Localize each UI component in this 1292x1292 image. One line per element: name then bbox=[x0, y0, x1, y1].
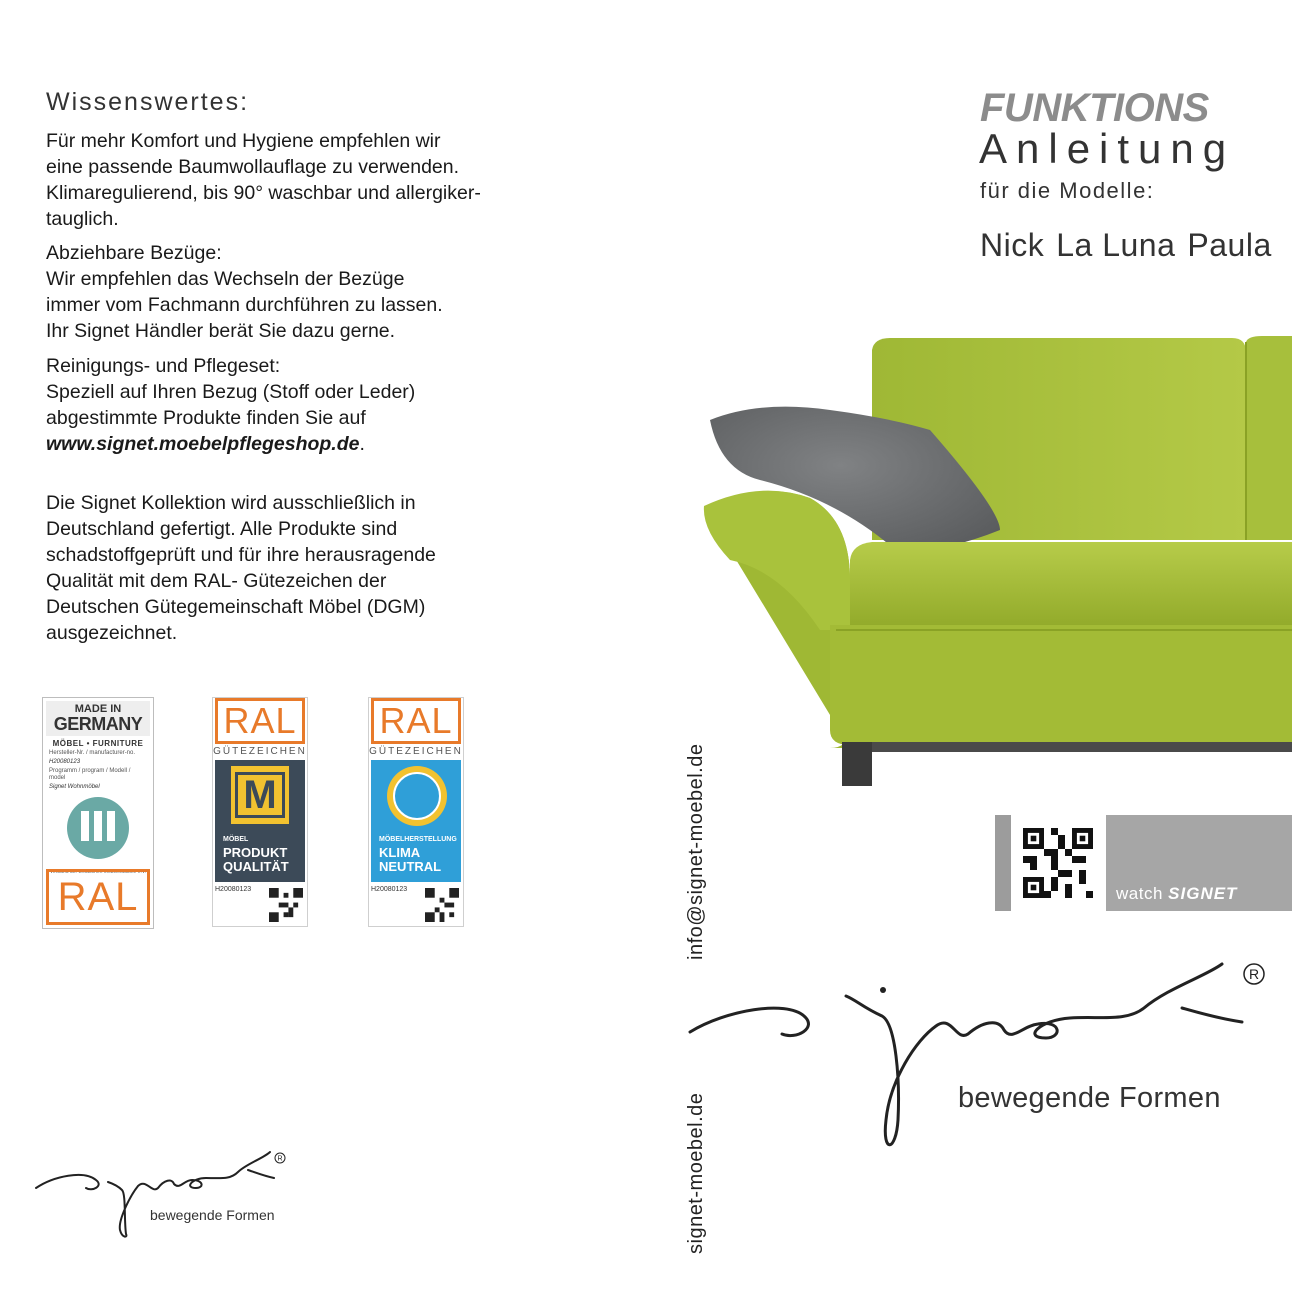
text-line: eine passende Baumwollauflage zu verwenden. bbox=[46, 156, 460, 178]
paragraph-covers bbox=[46, 240, 443, 344]
text-line: Speziell auf Ihren Bezug (Stoff oder Leder) bbox=[46, 381, 416, 403]
badge-code: H20080123 bbox=[371, 886, 408, 893]
text-line: Die Signet Kollektion wird ausschließlich in bbox=[46, 492, 416, 514]
text-line: Für mehr Komfort und Hygiene empfehlen wir bbox=[46, 130, 441, 152]
shop-link[interactable]: www.signet.moebelpflegeshop.de bbox=[46, 433, 360, 455]
text-line: Deutschland gefertigt. Alle Produkte sind bbox=[46, 518, 398, 540]
badge-text: MÖBELHERSTELLUNG bbox=[379, 836, 457, 843]
text-line bbox=[46, 431, 415, 457]
contact-email[interactable]: info@signet-moebel.de bbox=[685, 743, 707, 960]
signet-logo-small bbox=[34, 1150, 294, 1240]
furniture-seal-icon bbox=[67, 797, 129, 859]
badge-text: Hersteller-Nr. / manufacturer-no. bbox=[49, 750, 136, 756]
cover-title-funktions: FUNKTIONS bbox=[980, 86, 1209, 130]
video-qr-block[interactable] bbox=[995, 815, 1292, 911]
badge-text bbox=[49, 784, 147, 791]
text-line: ausgezeichnet. bbox=[46, 622, 178, 644]
badge-text: MADE IN bbox=[74, 703, 122, 715]
badge-header bbox=[46, 701, 150, 736]
m-logo-icon: M bbox=[231, 766, 289, 824]
badge-text: MÖBEL • FURNITURE bbox=[52, 739, 144, 748]
text-line: Deutschen Gütegemeinschaft Möbel (DGM) bbox=[46, 596, 426, 618]
text-line: Klimaregulierend, bis 90° waschbar und allergiker- bbox=[46, 182, 481, 204]
ral-moebel-badge bbox=[212, 697, 308, 927]
model-name: La Luna bbox=[1056, 227, 1176, 263]
text-line: Ihr Signet Händler berät Sie dazu gerne. bbox=[46, 320, 396, 342]
qr-code-icon bbox=[269, 888, 303, 922]
text-line: abgestimmte Produkte finden Sie auf bbox=[46, 407, 366, 429]
badge-text: GERMANY bbox=[53, 714, 143, 734]
cover-subtitle: für die Modelle: bbox=[980, 178, 1155, 203]
model-name: Nick bbox=[980, 227, 1045, 263]
badge-title: PRODUKT QUALITÄT bbox=[223, 845, 289, 874]
badge-company: Signet Wohnmöbel bbox=[49, 784, 100, 790]
text-line: Reinigungs- und Pflegeset: bbox=[46, 355, 281, 377]
badge-body bbox=[215, 760, 305, 882]
paragraph-collection bbox=[46, 490, 436, 646]
shop-link-suffix: . bbox=[359, 433, 365, 455]
paragraph-care-set bbox=[46, 353, 415, 457]
accent-strip bbox=[995, 815, 1011, 911]
svg-text:R: R bbox=[277, 1155, 283, 1163]
paragraph-comfort bbox=[46, 128, 481, 232]
big-logo-tagline: bewegende Formen bbox=[958, 1082, 1221, 1114]
text-line: schadstoffgeprüft und für ihre herausragende bbox=[46, 544, 436, 566]
cover-title-anleitung: Anleitung bbox=[979, 125, 1236, 172]
badge-body bbox=[371, 760, 461, 882]
ral-logo: RAL bbox=[215, 698, 305, 744]
small-logo-tagline: bewegende Formen bbox=[150, 1207, 275, 1223]
text-line: immer vom Fachmann durchführen zu lassen. bbox=[46, 294, 443, 316]
sofa-image bbox=[700, 330, 1292, 800]
text-line: Abziehbare Bezüge: bbox=[46, 242, 222, 264]
signet-logo-large bbox=[686, 960, 1276, 1160]
badge-text bbox=[49, 759, 147, 766]
text-line: Qualität mit dem RAL- Gütezeichen der bbox=[46, 570, 387, 592]
badge-code: H20080123 bbox=[215, 886, 252, 893]
badge-code: H20080123 bbox=[49, 759, 81, 765]
contact-website[interactable]: signet-moebel.de bbox=[685, 1092, 707, 1254]
text-line: tauglich. bbox=[46, 208, 119, 230]
model-name: Paula bbox=[1187, 227, 1272, 263]
made-in-germany-badge bbox=[42, 697, 154, 929]
guetezeichen-label: GÜTEZEICHEN bbox=[213, 746, 307, 757]
badge-text: Programm / program / Modell / model bbox=[49, 768, 131, 781]
badge-text: MÖBEL bbox=[223, 836, 249, 843]
model-list bbox=[980, 227, 1284, 264]
svg-text:R: R bbox=[1249, 966, 1260, 982]
qr-code-icon bbox=[425, 888, 459, 922]
guetezeichen-label: GÜTEZEICHEN bbox=[369, 746, 463, 757]
ral-logo: RAL bbox=[46, 869, 150, 925]
watch-panel[interactable] bbox=[1106, 815, 1292, 911]
text-line: Wir empfehlen das Wechseln der Bezüge bbox=[46, 268, 405, 290]
globe-icon bbox=[387, 766, 447, 826]
badge-footer: Verband der Deutschen Möbelindustrie e.V. bbox=[49, 869, 147, 875]
watch-signet-label[interactable]: watch SIGNET bbox=[1116, 884, 1238, 903]
badge-title: KLIMA NEUTRAL bbox=[379, 845, 442, 874]
ral-logo: RAL bbox=[371, 698, 461, 744]
qr-code-icon[interactable] bbox=[1023, 827, 1093, 899]
intro-heading: Wissenswertes: bbox=[46, 88, 250, 116]
ral-klima-badge bbox=[368, 697, 464, 927]
